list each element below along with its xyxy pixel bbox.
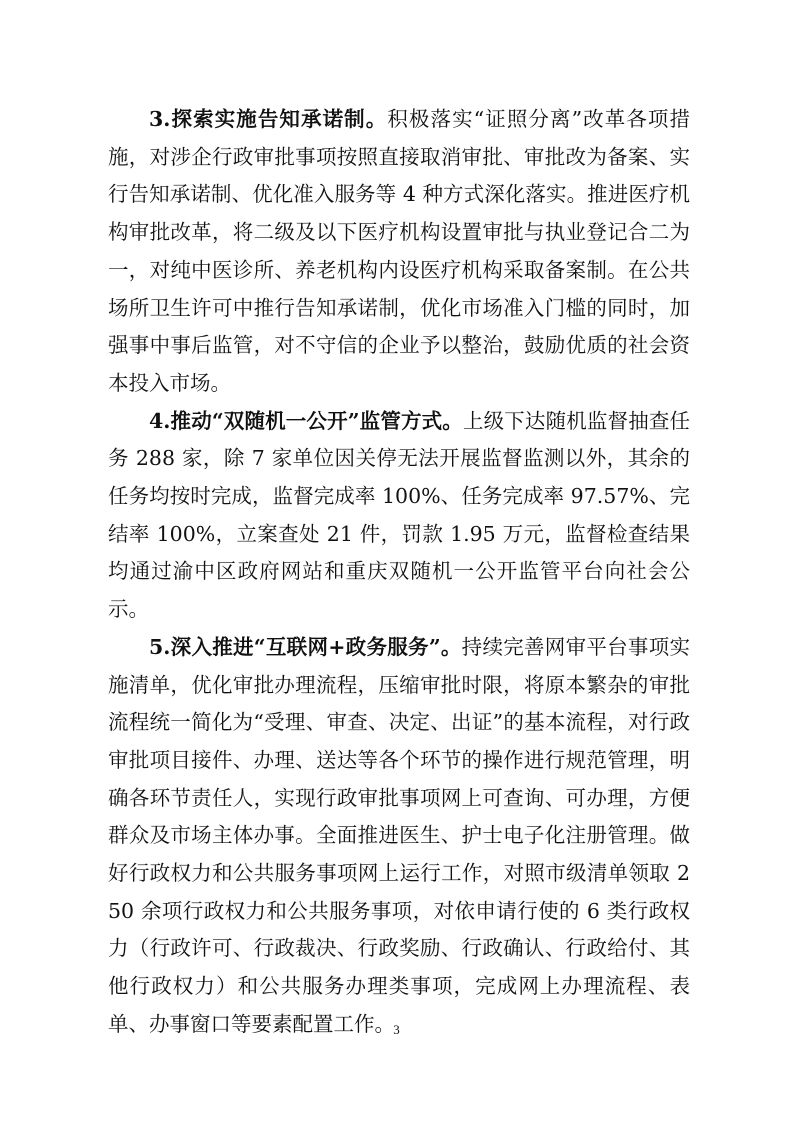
paragraph-4 [108, 403, 690, 629]
document-body [108, 101, 690, 1044]
paragraph-5-heading: 5.深入推进“互联网+政务服务”。 [149, 634, 462, 659]
paragraph-3-text: 积极落实“证照分离”改革各项措施，对涉企行政审批事项按照直接取消审批、审批改为备案、实行告知承诺制、优化准入服务等 4 种方式深化落实。推进医疗机构审批改革，将二级及以下医疗机构设置审批与执业登记合二为一，对纯中医诊所、养老机构内设医疗机构采取备案制。在公共场所卫生许可中推行告知承诺制，优化市场准入门槛的同时，加强事中事后监管，对不守信的企业予以整治，鼓励优质的社会资本投入市场。 [108, 107, 690, 395]
paragraph-3 [108, 101, 690, 403]
paragraph-5 [108, 629, 690, 1044]
paragraph-4-heading: 4.推动“双随机一公开”监管方式。 [149, 408, 463, 433]
paragraph-5-text: 持续完善网审平台事项实施清单，优化审批办理流程，压缩审批时限，将原本繁杂的审批流程统一简化为“受理、审查、决定、出证”的基本流程，对行政审批项目接件、办理、送达等各个环节的操作进行规范管理，明确各环节责任人，实现行政审批事项网上可查询、可办理，方便群众及市场主体办事。全面推进医生、护士电子化注册管理。做好行政权力和公共服务事项网上运行工作，对照市级清单领取 250 余项行政权力和公共服务事项，对依申请行使的 6 类行政权力（行政许可、行政裁决、行政奖励、行政确认、行政给付、其他行政权力）和公共服务办理类事项，完成网上办理流程、表单、办事窗口等要素配置工作。 [108, 634, 690, 1036]
page-number: 3 [393, 1022, 400, 1037]
paragraph-3-heading: 3.探索实施告知承诺制。 [149, 107, 388, 131]
paragraph-4-text: 上级下达随机监督抽查任务 288 家，除 7 家单位因关停无法开展监督监测以外，其余的任务均按时完成，监督完成率 100%、任务完成率 97.57%、完结率 100%，立案查处 21 件，罚款 1.95 万元，监督检查结果均通过渝中区政府网站和重庆双随机一公开监管平台向社会公示。 [108, 408, 691, 622]
